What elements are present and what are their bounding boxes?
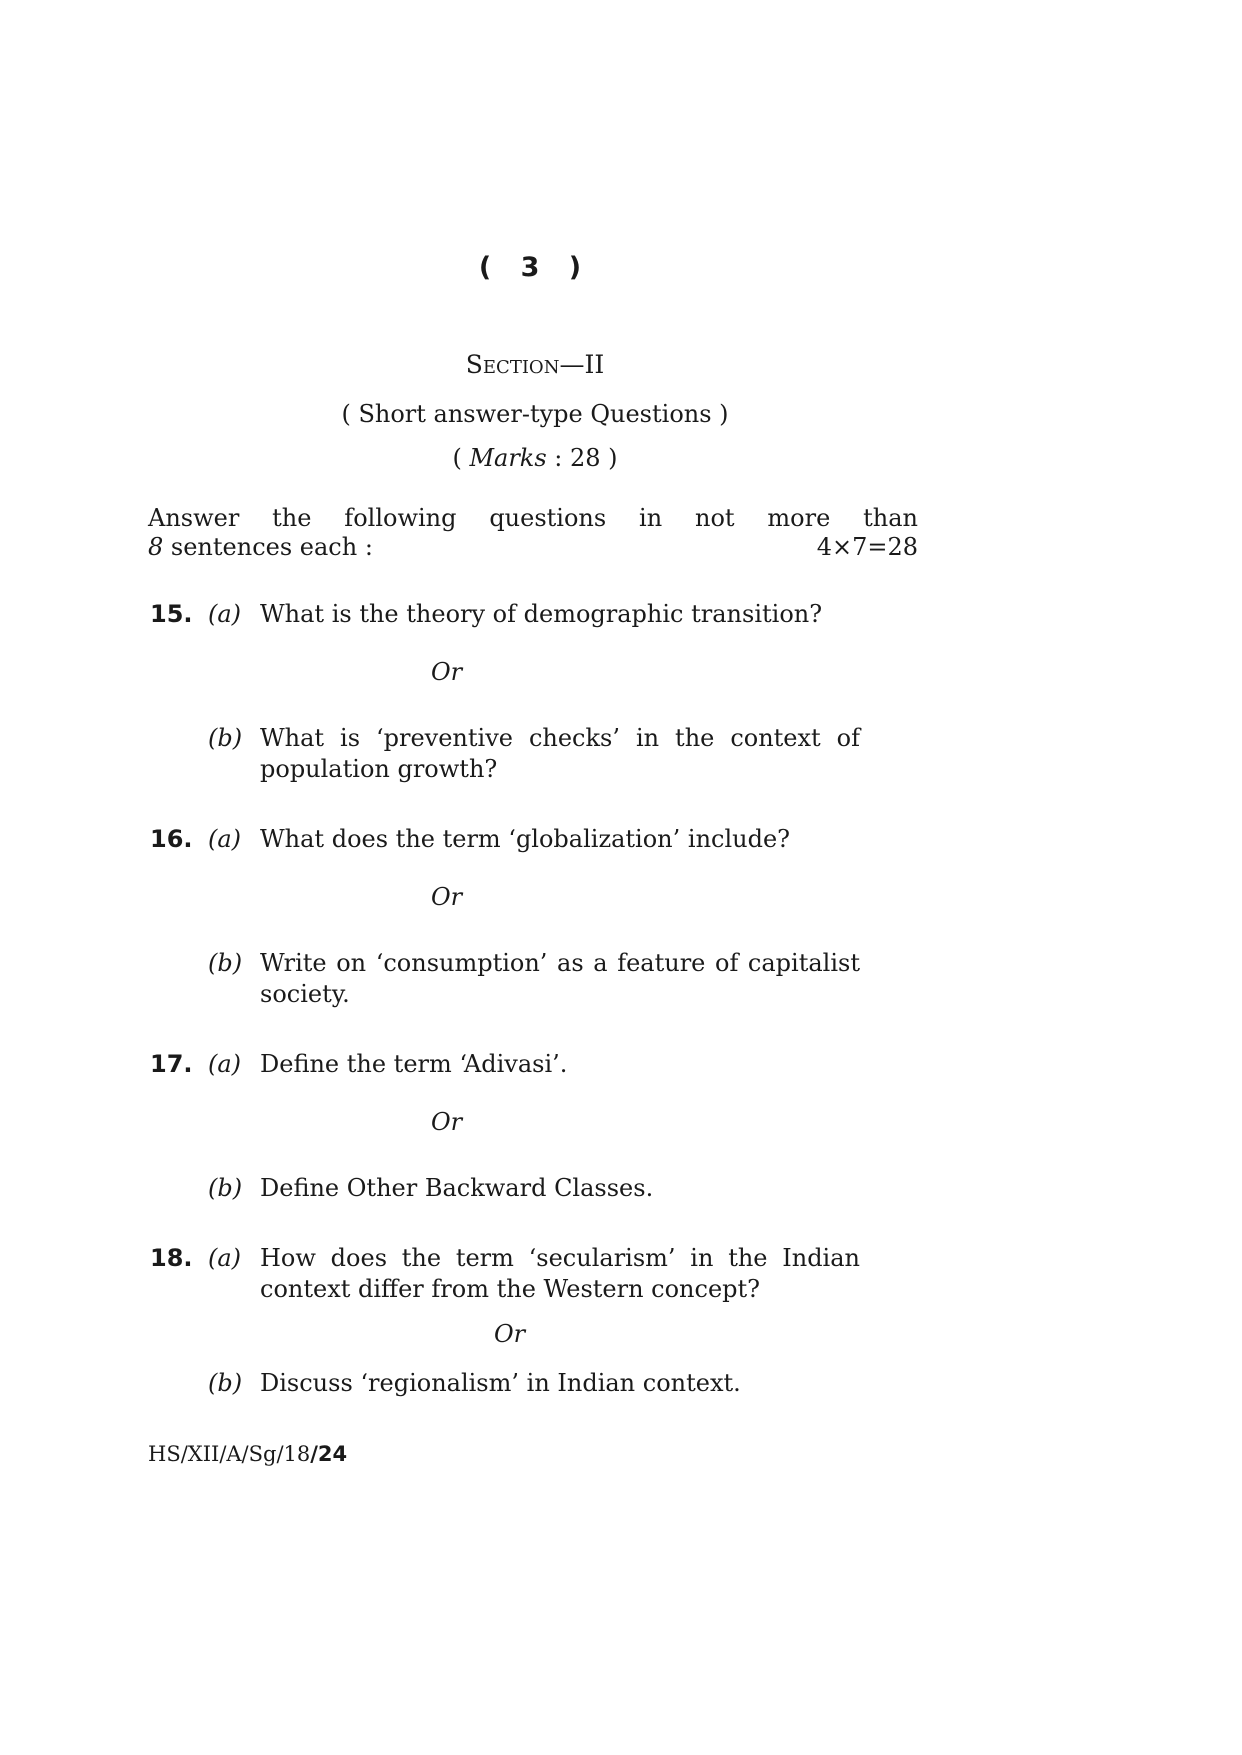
or-label: Or: [431, 883, 463, 911]
part-label: (b): [208, 949, 243, 977]
instructions-line-2: [148, 533, 918, 562]
paper-code: [148, 1442, 347, 1466]
question-17b: [150, 1173, 860, 1204]
question-15a: [150, 599, 860, 630]
instructions: [148, 504, 918, 562]
part-label: (a): [208, 1050, 242, 1078]
part-label: (a): [208, 1244, 242, 1272]
question-text: Define the term ‘Adivasi’.: [260, 1050, 568, 1078]
question-text: What is ‘preventive checks’ in the context of population growth?: [260, 724, 860, 783]
part-label: (b): [208, 1369, 243, 1397]
question-16a: [150, 824, 860, 855]
instructions-line-2-text: [148, 533, 373, 562]
instructions-line-1: Answer the following questions in not more than: [148, 504, 918, 532]
question-18a: [150, 1243, 860, 1305]
section-title: Section—II: [465, 350, 605, 379]
marks-value: : 28 ): [546, 444, 618, 472]
or-label: Or: [431, 1108, 463, 1136]
section-subtitle: ( Short answer-type Questions ): [341, 400, 729, 428]
question-text: How does the term ‘secularism’ in the Indian context differ from the Western concept?: [260, 1244, 860, 1303]
section-marks: [0, 444, 1070, 472]
question-text: What is the theory of demographic transition?: [260, 600, 823, 628]
question-text: Discuss ‘regionalism’ in Indian context.: [260, 1369, 741, 1397]
question-number: 15.: [150, 600, 193, 628]
question-number: 18.: [150, 1244, 193, 1272]
question-16b: [150, 948, 860, 1010]
or-label: Or: [494, 1320, 526, 1348]
paper-code-suffix: /24: [310, 1442, 348, 1466]
sentences-each: sentences each :: [163, 533, 373, 561]
part-label: (b): [208, 724, 243, 752]
or-label: Or: [431, 658, 463, 686]
question-number: 17.: [150, 1050, 193, 1078]
sentence-count: 8: [148, 533, 164, 561]
question-number: 16.: [150, 825, 193, 853]
part-label: (a): [208, 600, 242, 628]
marks-formula: 4×7=28: [816, 533, 918, 561]
question-15b: [150, 723, 860, 785]
question-text: Define Other Backward Classes.: [260, 1174, 654, 1202]
part-label: (b): [208, 1174, 243, 1202]
page-number: ( 3 ): [478, 252, 592, 283]
part-label: (a): [208, 825, 242, 853]
question-text: Write on ‘consumption’ as a feature of capitalist society.: [260, 949, 860, 1008]
marks-open: (: [452, 444, 470, 472]
question-18b: [150, 1368, 860, 1399]
question-text: What does the term ‘globalization’ include?: [260, 825, 791, 853]
marks-label: Marks: [469, 444, 547, 472]
paper-code-prefix: HS/XII/A/Sg/18: [148, 1442, 311, 1466]
question-17a: [150, 1049, 860, 1080]
